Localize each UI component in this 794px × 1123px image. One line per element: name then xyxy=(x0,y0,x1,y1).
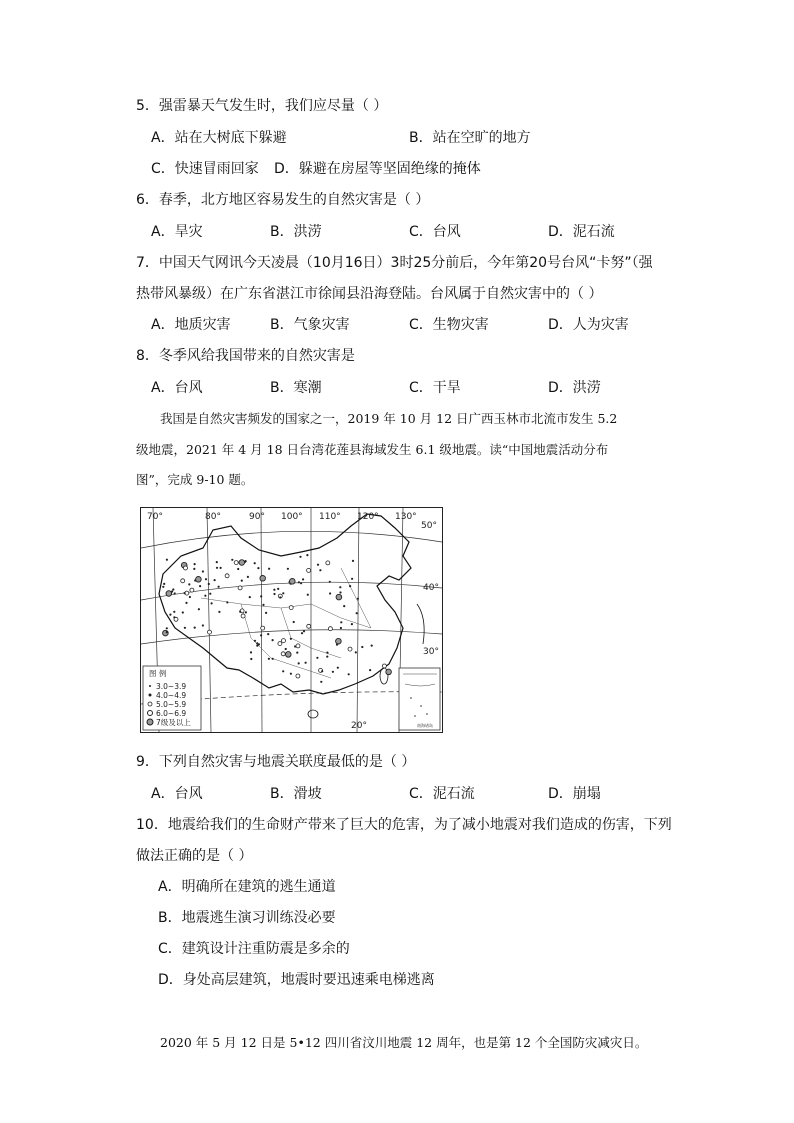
earthquake-dot xyxy=(184,627,186,629)
q7-option-c[interactable]: C．生物灾害 xyxy=(409,317,489,333)
earthquake-dot xyxy=(273,589,275,591)
earthquake-dot xyxy=(299,556,301,558)
earthquake-dot xyxy=(239,611,241,613)
earthquake-dot xyxy=(317,564,319,566)
earthquake-dots xyxy=(162,554,391,683)
earthquake-dot xyxy=(351,623,353,625)
earthquake-dot xyxy=(290,638,292,640)
earthquake-dot xyxy=(339,586,341,588)
passage1-line2: 级地震，2021 年 4 月 18 日台湾花莲县海域发生 6.1 级地震。读“中国地震活动分布 xyxy=(136,442,609,457)
earthquake-dot xyxy=(361,646,363,648)
earthquake-dot xyxy=(254,562,256,564)
q5-option-b[interactable]: B．站在空旷的地方 xyxy=(409,130,531,146)
earthquake-dot xyxy=(329,592,331,594)
earthquake-dot xyxy=(303,630,305,632)
earthquake-dot xyxy=(199,585,201,587)
legend-item-1: 3.0~3.9 xyxy=(156,682,187,691)
passage1-line3: 图”，完成 9-10 题。 xyxy=(136,472,254,487)
earthquake-dot xyxy=(307,624,311,628)
earthquake-dot xyxy=(332,671,334,673)
earthquake-dot xyxy=(216,567,218,569)
earthquake-dot xyxy=(286,652,292,658)
q6-option-a[interactable]: A．旱灾 xyxy=(151,224,203,240)
earthquake-dot xyxy=(208,630,212,634)
earthquake-dot xyxy=(174,617,178,621)
legend-item-4: 6.0~6.9 xyxy=(156,709,187,718)
earthquake-dot xyxy=(282,639,286,643)
lon-label-120: 120° xyxy=(357,512,379,522)
lat-label-50: 50° xyxy=(421,521,437,531)
q8-option-a[interactable]: A．台风 xyxy=(151,380,203,396)
earthquake-dot xyxy=(174,592,176,594)
earthquake-dot xyxy=(281,652,285,656)
earthquake-dot xyxy=(237,568,239,570)
q9-option-b[interactable]: B．滑坡 xyxy=(270,786,322,802)
earthquake-dot xyxy=(296,652,298,654)
earthquake-dot xyxy=(336,594,342,600)
earthquake-dot xyxy=(302,578,304,580)
earthquake-dot xyxy=(238,586,242,590)
earthquake-dot xyxy=(352,560,354,562)
earthquake-dot xyxy=(193,568,195,570)
q5-option-d[interactable]: D．躲避在房屋等坚固绝缘的掩体 xyxy=(274,161,481,177)
q8-option-c[interactable]: C．干旱 xyxy=(409,380,461,396)
earthquake-dot xyxy=(371,645,373,647)
earthquake-dot xyxy=(340,627,342,629)
earthquake-dot xyxy=(261,626,265,630)
earthquake-dot xyxy=(163,630,169,636)
south-china-sea-inset xyxy=(399,668,440,730)
earthquake-dot xyxy=(305,662,307,664)
earthquake-dot xyxy=(173,611,175,613)
earthquake-dot xyxy=(184,566,188,570)
lon-label-80: 80° xyxy=(205,512,221,522)
earthquake-dot xyxy=(169,614,171,616)
earthquake-dot xyxy=(182,611,184,613)
earthquake-dot xyxy=(214,579,216,581)
earthquake-dot xyxy=(282,592,284,594)
earthquake-dot xyxy=(188,583,190,585)
earthquake-dot xyxy=(181,579,185,583)
passage2-line1: 2020 年 5 月 12 日是 5•12 四川省汶川地震 12 周年，也是第 12 个全国防灾减灾日。 xyxy=(160,1035,648,1050)
q10-option-b[interactable]: B．地震逃生演习训练没必要 xyxy=(158,910,336,926)
q10-stem-line1: 10．地震给我们的生命财产带来了巨大的危害，为了减小地震对我们造成的伤害，下列 xyxy=(136,817,672,833)
legend-item-3: 5.0~5.9 xyxy=(156,700,187,709)
earthquake-dot xyxy=(369,669,371,671)
q6-option-b[interactable]: B．洪涝 xyxy=(270,224,322,240)
map-legend xyxy=(143,666,201,730)
earthquake-dot xyxy=(216,561,218,563)
earthquake-dot xyxy=(245,611,247,613)
earthquake-dot xyxy=(307,594,309,596)
earthquake-dot xyxy=(282,670,284,672)
earthquake-dot xyxy=(326,652,328,654)
earthquake-dot xyxy=(300,582,302,584)
china-earthquake-map xyxy=(140,507,443,733)
earthquake-dot xyxy=(166,591,172,597)
earthquake-dot xyxy=(250,658,252,660)
earthquake-dot xyxy=(355,651,357,653)
q10-option-d[interactable]: D．身处高层建筑，地震时要迅速乘电梯逃离 xyxy=(158,972,435,988)
q6-option-c[interactable]: C．台风 xyxy=(409,224,461,240)
earthquake-dot xyxy=(225,574,229,578)
earthquake-dot xyxy=(285,648,287,650)
earthquake-dot xyxy=(205,578,207,580)
earthquake-dot xyxy=(184,592,186,594)
earthquake-dot xyxy=(351,578,353,580)
earthquake-dot xyxy=(196,577,202,583)
earthquake-dot xyxy=(258,643,260,645)
earthquake-dot xyxy=(272,658,274,660)
legend-item-2: 4.0~4.9 xyxy=(156,691,187,700)
earthquake-dot xyxy=(328,627,332,631)
legend-item-5: 7级及以上 xyxy=(156,718,191,727)
earthquake-dot xyxy=(296,644,300,648)
earthquake-dot xyxy=(204,595,206,597)
earthquake-dot xyxy=(189,596,191,598)
legend-title: 图 例 xyxy=(149,669,167,678)
q9-option-d[interactable]: D．崩塌 xyxy=(548,786,601,802)
earthquake-dot xyxy=(208,583,210,585)
earthquake-dot xyxy=(247,576,249,578)
earthquake-dot xyxy=(166,631,168,633)
earthquake-dot xyxy=(265,612,267,614)
passage1-line1: 我国是自然灾害频发的国家之一，2019 年 10 月 12 日广西玉林市北流市发生 5.2 xyxy=(160,411,618,426)
earthquake-dot xyxy=(218,586,220,588)
lon-label-70: 70° xyxy=(147,512,163,522)
earthquake-dot xyxy=(268,568,270,570)
earthquake-dot xyxy=(339,591,341,593)
earthquake-dot xyxy=(239,560,245,566)
earthquake-dot xyxy=(218,611,220,613)
q10-stem-line2: 做法正确的是（ ） xyxy=(136,848,253,864)
q7-stem-line1: 7．中国天气网讯今天凌晨（10月16日）3时25分前后，今年第20号台风“卡努”（强 xyxy=(136,255,653,271)
earthquake-dot xyxy=(267,633,269,635)
q6-option-d[interactable]: D．泥石流 xyxy=(548,224,615,240)
earthquake-dot xyxy=(171,590,173,592)
q9-option-c[interactable]: C．泥石流 xyxy=(409,786,475,802)
earthquake-dot xyxy=(260,595,262,597)
lon-label-100: 100° xyxy=(281,512,303,522)
earthquake-dot xyxy=(234,561,238,565)
earthquake-dot xyxy=(202,570,204,572)
q7-option-a[interactable]: A．地质灾害 xyxy=(151,317,231,333)
q9-option-a[interactable]: A．台风 xyxy=(151,786,203,802)
earthquake-dot xyxy=(357,598,359,600)
earthquake-dot xyxy=(326,561,330,565)
q10-option-c[interactable]: C．建筑设计注重防震是多余的 xyxy=(158,941,350,957)
earthquake-dot xyxy=(220,567,222,569)
earthquake-dot xyxy=(319,569,321,571)
q8-option-d[interactable]: D．洪涝 xyxy=(548,380,601,396)
earthquake-dot xyxy=(298,662,300,664)
earthquake-dot xyxy=(278,642,282,646)
earthquake-dot xyxy=(211,602,213,604)
q5-option-c[interactable]: C．快速冒雨回家 xyxy=(151,161,259,177)
earthquake-dot xyxy=(348,673,350,675)
lon-label-130: 130° xyxy=(395,512,417,522)
earthquake-dot xyxy=(194,563,196,565)
earthquake-dot xyxy=(172,588,174,590)
lon-label-90: 90° xyxy=(249,512,265,522)
earthquake-dot xyxy=(273,593,275,595)
q7-option-b[interactable]: B．气象灾害 xyxy=(270,317,350,333)
q5-option-a[interactable]: A．站在大树底下躲避 xyxy=(151,130,287,146)
earthquake-dot xyxy=(166,627,168,629)
earthquake-dot xyxy=(185,602,187,604)
earthquake-dot xyxy=(163,583,165,585)
earthquake-dot xyxy=(194,627,196,629)
earthquake-dot xyxy=(209,593,211,595)
q5-stem: 5．强雷暴天气发生时，我们应尽量（ ） xyxy=(136,98,388,114)
earthquake-dot xyxy=(279,596,281,598)
earthquake-dot xyxy=(198,608,200,610)
earthquake-dot xyxy=(336,638,342,644)
q9-stem: 9．下列自然灾害与地震关联度最低的是（ ） xyxy=(136,754,416,770)
earthquake-dot xyxy=(202,624,204,626)
earthquake-dot xyxy=(356,612,358,614)
earthquake-dot xyxy=(287,568,289,570)
earthquake-dot xyxy=(301,632,303,634)
earthquake-dot xyxy=(249,596,251,598)
q7-option-d[interactable]: D．人为灾害 xyxy=(548,317,629,333)
q10-option-a[interactable]: A．明确所在建筑的逃生通道 xyxy=(158,879,336,895)
earthquake-dot xyxy=(293,621,295,623)
earthquake-dot xyxy=(320,681,322,683)
lat-label-20: 20° xyxy=(351,721,367,731)
earthquake-dot xyxy=(162,586,164,588)
earthquake-dot xyxy=(326,656,328,658)
q8-option-b[interactable]: B．寒潮 xyxy=(270,380,322,396)
earthquake-dot xyxy=(226,601,228,603)
earthquake-dot xyxy=(262,604,264,606)
earthquake-dot xyxy=(241,614,245,618)
earthquake-dot xyxy=(166,559,168,561)
earthquake-dot xyxy=(382,664,386,668)
earthquake-dot xyxy=(298,581,300,583)
earthquake-dot xyxy=(260,634,262,636)
lon-label-110: 110° xyxy=(319,512,341,522)
province-lines xyxy=(201,568,371,678)
earthquake-dot xyxy=(241,580,243,582)
earthquake-dot xyxy=(268,658,270,660)
earthquake-dot xyxy=(290,673,292,675)
earthquake-dot xyxy=(290,579,296,585)
earthquake-dot xyxy=(329,581,331,583)
q6-stem: 6．春季，北方地区容易发生的自然灾害是（ ） xyxy=(136,192,430,208)
earthquake-dot xyxy=(296,674,300,678)
earthquake-dot xyxy=(340,621,342,623)
earthquake-dot xyxy=(289,606,293,610)
earthquake-dot xyxy=(348,647,352,651)
earthquake-dot xyxy=(316,657,318,659)
earthquake-dot xyxy=(190,588,194,592)
lat-label-40: 40° xyxy=(423,583,439,593)
earthquake-dot xyxy=(257,567,259,569)
earthquake-dot xyxy=(254,640,256,642)
earthquake-dot xyxy=(337,667,339,669)
earthquake-dot xyxy=(343,605,345,607)
q8-stem: 8．冬季风给我国带来的自然灾害是 xyxy=(136,348,355,364)
lat-label-30: 30° xyxy=(423,647,439,657)
inset-label: 南海诸岛 xyxy=(417,723,433,728)
q7-stem-line2: 热带风暴级）在广东省湛江市徐闻县沿海登陆。台风属于自然灾害中的（ ） xyxy=(136,286,603,302)
earthquake-dot xyxy=(307,568,311,572)
earthquake-dot xyxy=(277,588,279,590)
earthquake-dot xyxy=(306,554,308,556)
earthquake-dot xyxy=(260,576,266,582)
earthquake-dot xyxy=(349,585,351,587)
earthquake-dot xyxy=(250,651,252,653)
earthquake-dot xyxy=(272,639,274,641)
earthquake-dot xyxy=(321,670,323,672)
earthquake-dot xyxy=(386,669,392,675)
map-svg xyxy=(141,508,442,732)
earthquake-dot xyxy=(231,559,233,561)
